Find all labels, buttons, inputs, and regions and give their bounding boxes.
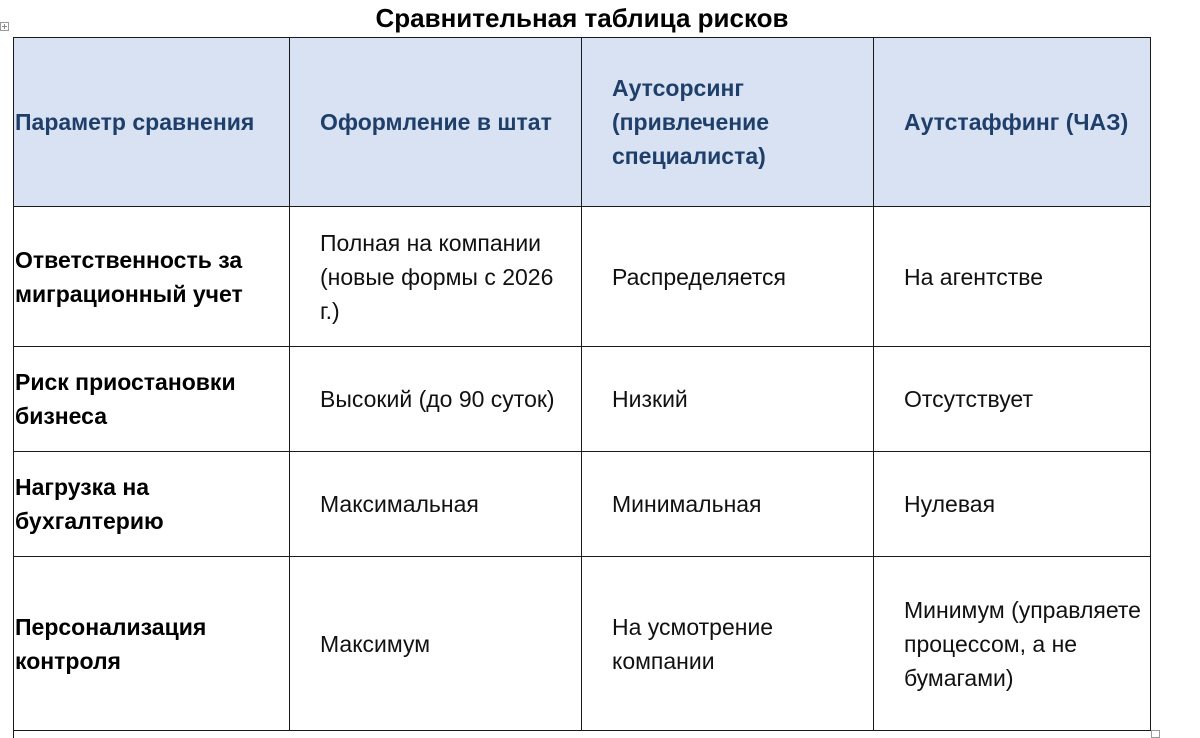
table-header-row (14, 38, 1151, 207)
staff-cell: Максимальная (290, 452, 582, 557)
header-cell-outstaffing: Аутстаффинг (ЧАЗ) (874, 38, 1151, 207)
table-move-handle-icon[interactable] (0, 22, 9, 31)
outstaffing-cell: На агентстве (874, 207, 1151, 347)
table-continuation-edge (13, 730, 1150, 738)
header-cell-parameter: Параметр сравнения (14, 38, 290, 207)
outsourcing-cell: На усмотрение компании (582, 557, 874, 731)
outstaffing-cell: Нулевая (874, 452, 1151, 557)
table-row (14, 557, 1151, 731)
staff-cell: Высокий (до 90 суток) (290, 347, 582, 452)
outstaffing-cell: Отсутствует (874, 347, 1151, 452)
outsourcing-cell: Минимальная (582, 452, 874, 557)
risk-comparison-table (13, 37, 1151, 731)
staff-cell: Полная на компании (новые формы с 2026 г.) (290, 207, 582, 347)
table-row (14, 207, 1151, 347)
row-label-cell: Персонализация контроля (14, 557, 290, 731)
document-title: Сравнительная таблица рисков (375, 3, 789, 33)
outsourcing-cell: Низкий (582, 347, 874, 452)
table-row (14, 347, 1151, 452)
row-label-cell: Ответственность за миграционный учет (14, 207, 290, 347)
row-label-cell: Нагрузка на бухгалтерию (14, 452, 290, 557)
staff-cell: Максимум (290, 557, 582, 731)
header-cell-outsourcing: Аутсорсинг (привлечение специалиста) (582, 38, 874, 207)
outstaffing-cell: Минимум (управляете процессом, а не бумагами) (874, 557, 1151, 731)
table-row (14, 452, 1151, 557)
outsourcing-cell: Распределяется (582, 207, 874, 347)
table-resize-handle-icon[interactable] (1151, 730, 1160, 738)
header-cell-staff: Оформление в штат (290, 38, 582, 207)
row-label-cell: Риск приостановки бизнеса (14, 347, 290, 452)
